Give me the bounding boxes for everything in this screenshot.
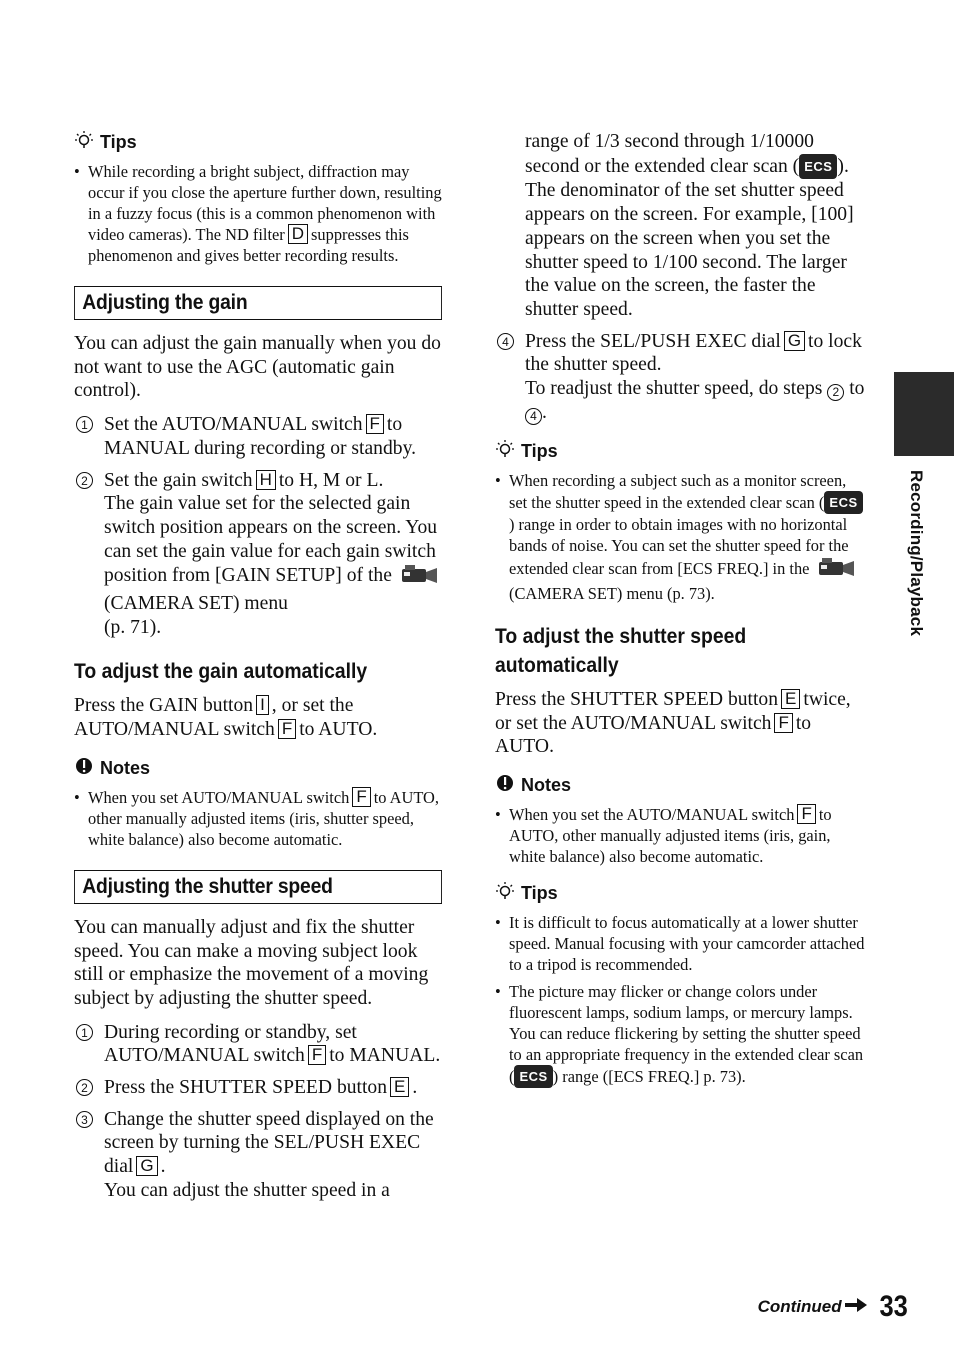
step-number: 1 xyxy=(76,416,93,433)
right-column xyxy=(495,130,867,1088)
key-label: F xyxy=(366,414,384,434)
gain-step-2: 2 Set the gain switch H to H, M or L. The gain value set for the selected gain switch position appears on the screen. You can set the gain value for each gain switch position from [GAIN SETUP] of the (CAMERA SET) menu (p. 71). xyxy=(74,469,446,640)
chapter-tab xyxy=(894,372,954,456)
lightbulb-icon xyxy=(74,130,94,155)
tips-heading: Tips xyxy=(495,439,867,464)
shutter-auto-text: Press the SHUTTER SPEED button E twice, or set the AUTO/MANUAL switch F to AUTO. xyxy=(495,689,851,758)
shutter-step-3-continued: range of 1/3 second through 1/10000 second or the extended clear scan ( ECS ). The denominator of the set shutter speed appears on the screen. For example, [100] appears on the screen when you set the shutter speed to 1/100 second. The larger the value on the screen, the faster the shutter speed. xyxy=(525,131,854,320)
lightbulb-icon xyxy=(495,881,515,906)
shutter-step-2: 2 Press the SHUTTER SPEED button E . xyxy=(74,1076,446,1100)
ecs-icon: ECS xyxy=(799,154,837,180)
page-number: 33 xyxy=(879,1290,908,1323)
gain-auto-text: Press the GAIN button I , or set the AUTO/MANUAL switch F to AUTO. xyxy=(74,695,378,741)
step-number: 3 xyxy=(76,1111,93,1128)
continued-label: Continued xyxy=(758,1297,867,1317)
notes-warning-icon xyxy=(495,773,515,798)
tips-bullet: • When recording a subject such as a monitor screen, set the shutter speed in the extended clear scan ( ECS) range in order to obtain images with no horizontal bands of noise. You can set the shutter speed for the extended clear scan from [ECS FREQ.] in the (CAMERA SET) menu (p. 73). xyxy=(495,470,867,604)
lightbulb-icon xyxy=(495,439,515,464)
notes-heading: Notes xyxy=(495,773,867,798)
tips-bullet: • The picture may flicker or change colors under fluorescent lamps, sodium lamps, or mercury lamps. You can reduce flickering by setting the shutter speed to an appropriate frequency in the extended clear scan ( ECS ) range ([ECS FREQ.] p. 73). xyxy=(495,981,867,1088)
step-ref-number: 4 xyxy=(525,408,542,425)
subheading-shutter-auto: To adjust the shutter speed automatically xyxy=(495,624,747,678)
camera-icon xyxy=(401,563,439,592)
tips-heading: Tips xyxy=(74,130,446,155)
tips-section-1 xyxy=(74,130,446,266)
key-label: F xyxy=(774,713,792,733)
notes-bullet: • When you set the AUTO/MANUAL switch F to AUTO, other manually adjusted items (iris, gain, white balance) also become automatic. xyxy=(495,804,867,867)
subheading-gain-auto: To adjust the gain automatically xyxy=(74,659,368,684)
tips-bullet: • While recording a bright subject, diffraction may occur if you close the aperture further down, resulting in a fuzzy focus (this is a common phenomenon with video cameras). The ND filter D suppresses this phenomenon and gives better recording results. xyxy=(74,161,446,266)
page-footer xyxy=(690,1290,910,1324)
key-label: E xyxy=(390,1077,409,1097)
key-label: G xyxy=(784,331,805,351)
shutter-intro: You can manually adjust and fix the shutter speed. You can make a moving subject look still or emphasize the movement of a moving subject by adjusting the shutter speed. xyxy=(74,916,429,1009)
gain-step-1: 1 Set the AUTO/MANUAL switch F to MANUAL during recording or standby. xyxy=(74,413,446,460)
arrow-right-icon xyxy=(845,1297,867,1317)
key-label: E xyxy=(781,689,800,709)
key-label: I xyxy=(256,695,269,715)
notes-bullet: • When you set AUTO/MANUAL switch F to AUTO, other manually adjusted items (iris, shutter speed, white balance) also become automatic. xyxy=(74,787,446,850)
step-ref-number: 2 xyxy=(827,384,844,401)
key-label: F xyxy=(797,804,815,824)
gain-intro: You can adjust the gain manually when you do not want to use the AGC (automatic gain control). xyxy=(74,333,441,402)
key-label: F xyxy=(308,1045,326,1065)
section-heading-gain: Adjusting the gain xyxy=(74,286,442,320)
key-label: D xyxy=(288,224,308,244)
step-number: 2 xyxy=(76,472,93,489)
tips-heading: Tips xyxy=(495,881,867,906)
ecs-icon: ECS xyxy=(514,1065,552,1088)
chapter-tab-label: Recording/Playback xyxy=(907,470,926,637)
shutter-step-1: 1 During recording or standby, set AUTO/MANUAL switch F to MANUAL. xyxy=(74,1021,446,1068)
section-heading-shutter: Adjusting the shutter speed xyxy=(74,870,442,904)
tips-bullet: • It is difficult to focus automatically at a lower shutter speed. Manual focusing with your camcorder attached to a tripod is recommended. xyxy=(495,912,867,975)
key-label: F xyxy=(352,787,370,807)
camera-icon xyxy=(818,556,856,583)
shutter-step-4: 4 Press the SEL/PUSH EXEC dial G to lock the shutter speed. To readjust the shutter speed, do steps 2 to 4 . xyxy=(495,330,867,425)
notes-section-1 xyxy=(74,756,446,850)
step-number: 4 xyxy=(497,333,514,350)
notes-heading: Notes xyxy=(74,756,446,781)
notes-warning-icon xyxy=(74,756,94,781)
key-label: G xyxy=(136,1156,157,1176)
notes-section-2 xyxy=(495,773,867,867)
shutter-step-3: 3 Change the shutter speed displayed on the screen by turning the SEL/PUSH EXEC dial G . You can adjust the shutter speed in a xyxy=(74,1108,446,1203)
key-label: H xyxy=(256,470,276,490)
tips-section-2 xyxy=(495,439,867,604)
step-number: 1 xyxy=(76,1024,93,1041)
step-number: 2 xyxy=(76,1079,93,1096)
ecs-icon: ECS xyxy=(824,491,862,514)
left-column xyxy=(74,130,446,1211)
key-label: F xyxy=(278,719,296,739)
tips-section-3 xyxy=(495,881,867,1088)
